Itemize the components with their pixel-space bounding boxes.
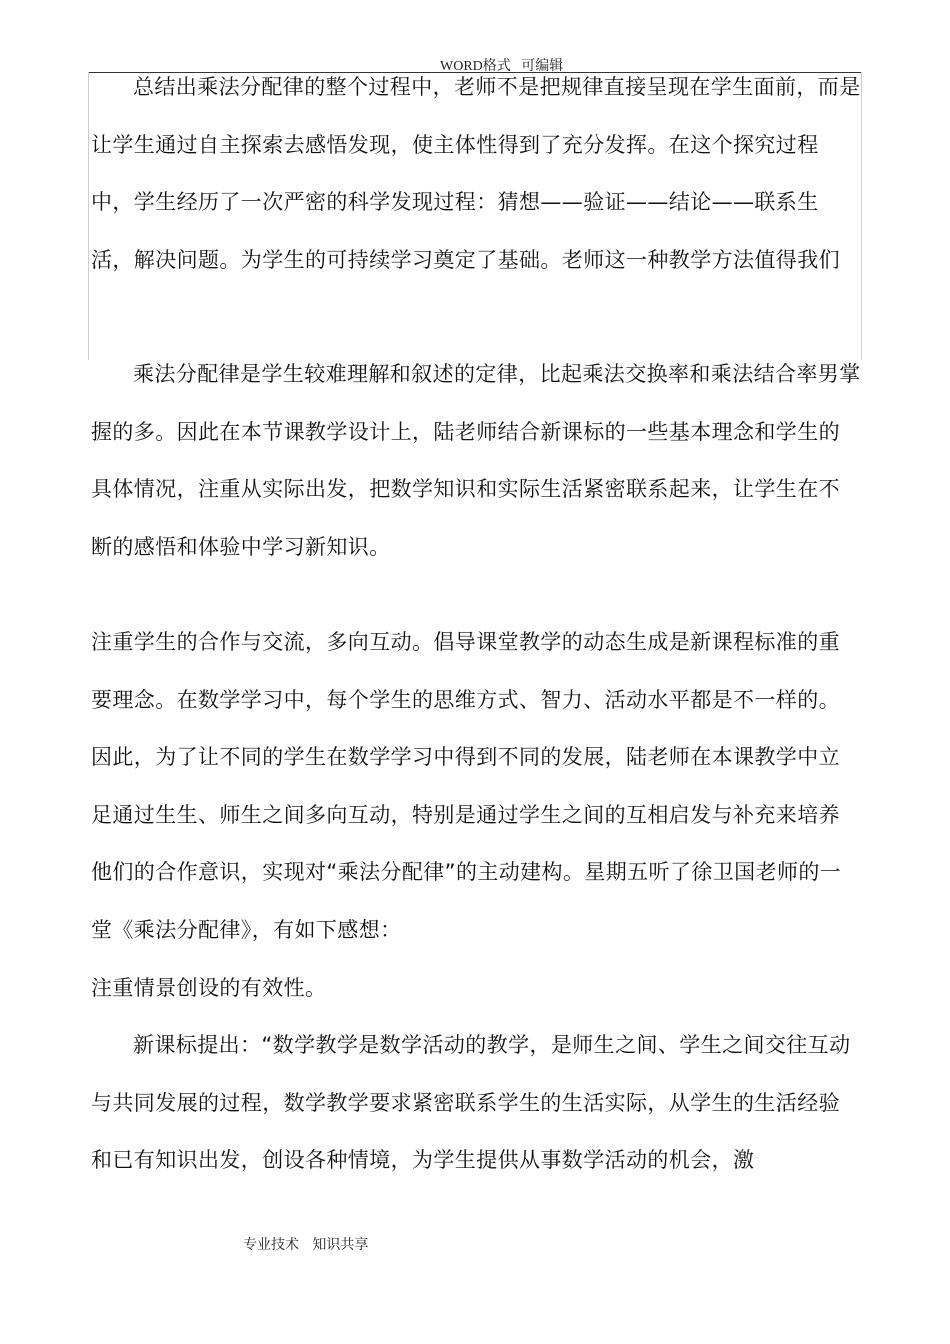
paragraph-cooperation: 注重学生的合作与交流，多向互动。倡导课堂教学的动态生成是新课程标准的重要理念。在数学学习中，每个学生的思维方式、智力、活动水平都是不一样的。因此，为了让不同的学生在数学学习中得到不同的发展，陆老师在本课教学中立足通过生生、师生之间多向互动，特别是通过学生之间的互相启发与补充来培养他们的合作意识，实现对“乘法分配律”的主动建构。星期五听了徐卫国老师的一堂《乘法分配律》，有如下感想： <box>91 630 842 942</box>
frame-right-border <box>861 72 862 360</box>
frame-left-border <box>88 72 89 360</box>
paragraph-distributive-law: 乘法分配律是学生较难理解和叙述的定律，比起乘法交换率和乘法结合率男掌握的多。因此在本节课教学设计上，陆老师结合新课标的一些基本理念和学生的具体情况，注重从实际出发，把数学知识和实际生活紧密联系起来，让学生在不断的感悟和体验中学习新知识。 <box>91 362 861 559</box>
paragraph-scenario-heading: 注重情景创设的有效性。 <box>91 976 327 1000</box>
paragraph-summary: 总结出乘法分配律的整个过程中，老师不是把规律直接呈现在学生面前，而是让学生通过自主探索去感悟发现，使主体性得到了充分发挥。在这个探究过程中，学生经历了一次严密的科学发现过程：猜想——验证——结论——联系生活，解决问题。为学生的可持续学习奠定了基础。老师这一种教学方法值得我们 <box>91 75 861 272</box>
header-label: WORD格式 可编辑 <box>440 59 564 74</box>
page-footer: 专业技术 知识共享 <box>243 1237 369 1253</box>
paragraph-new-curriculum: 新课标提出：“数学教学是数学活动的教学，是师生之间、学生之间交往互动与共同发展的过程，数学教学要求紧密联系学生的生活实际，从学生的生活经验和已有知识出发，创设各种情境，为学生提供从事数学活动的机会，激 <box>91 1033 851 1172</box>
